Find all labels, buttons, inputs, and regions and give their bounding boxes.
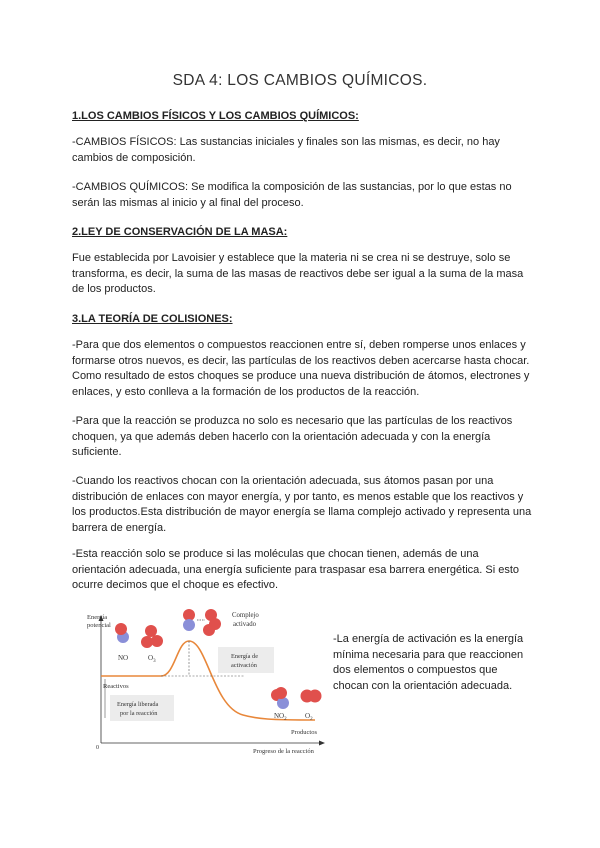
released-energy-label-2: por la reacción [120, 710, 158, 717]
x-axis-arrow [319, 741, 325, 746]
y-axis-label-1: Energía [87, 614, 108, 621]
released-energy-box [110, 695, 174, 721]
o3-molecule [141, 625, 163, 648]
paragraph-collision-2: -Para que la reacción se produzca no solo es necesario que las partículas de los reactivos choquen, ya que además deben hacerlo con la orientación adecuada y con la energía suficiente. [72, 415, 513, 459]
products-label: Productos [291, 729, 317, 736]
o2-molecule [301, 690, 322, 703]
reactants-label: Reactivos [103, 683, 129, 690]
section-heading-2: 2.LEY DE CONSERVACIÓN DE LA MASA: [72, 226, 288, 238]
complex-label-2: activado [233, 621, 257, 628]
no-molecule [115, 623, 129, 643]
activation-energy-box [218, 647, 274, 673]
paragraph-collision-3: -Cuando los reactivos chocan con la orientación adecuada, sus átomos pasan por una distribución de enlaces con mayor energía, y por tanto, es menos estable que los reactivos y los productos.Esta distribución de mayor energía se llama complejo activado y representa una barrera de energía. [72, 475, 532, 534]
section-heading-1: 1.LOS CAMBIOS FÍSICOS Y LOS CAMBIOS QUÍMICOS: [72, 110, 359, 122]
released-energy-label-1: Energía liberada [117, 701, 159, 708]
x-axis-label: Progreso de la reacción [253, 748, 314, 755]
no2-label: $NO_2$ [274, 712, 287, 722]
no2-molecule [271, 687, 289, 709]
section-heading-3: 3.LA TEORÍA DE COLISIONES: [72, 313, 233, 325]
y-axis-label-2: potencial [87, 622, 111, 629]
activated-complex [183, 609, 221, 636]
activation-energy-label-1: Energía de [231, 653, 258, 660]
activation-energy-label-2: activación [231, 662, 257, 669]
paragraph-chemical-changes: -CAMBIOS QUÍMICOS: Se modifica la composición de las sustancias, por lo que estas no serán las mismas al inicio y al final del proceso. [72, 181, 512, 209]
o2-label: $O_2$ [305, 712, 313, 722]
energy-diagram [85, 603, 330, 760]
complex-label-1: Complejo [232, 612, 259, 619]
paragraph-mass-conservation: Fue establecida por Lavoisier y establece que la materia ni se crea ni se destruye, solo se transforma, es decir, la suma de las masas de reactivos debe ser igual a la suma de la masa de los productos. [72, 252, 524, 296]
o3-label: $O_3$ [148, 654, 156, 664]
no-label: NO [118, 654, 129, 662]
paragraph-collision-1: -Para que dos elementos o compuestos reaccionen entre sí, deben romperse unos enlaces y formarse otros nuevos, es decir, las partículas de los reactivos deben acercarse hasta chocar. Como resultado de estos choques se produce una nueva distribución de átomos, electrones y enlaces, y esto conlleva a la formación de los productos de la reacción. [72, 339, 530, 398]
origin-label: 0 [96, 745, 99, 751]
paragraph-collision-4: -Esta reacción solo se produce si las moléculas que chocan tienen, además de una orientación adecuada, una energía suficiente para traspasar esa barrera energética. Si esto ocurre decimos que el choque es efectivo. [72, 548, 520, 592]
activation-energy-note: -La energía de activación es la energía mínima necesaria para que reaccionen dos elementos o compuestos que chocan con la orientación adecuada. [333, 633, 524, 692]
paragraph-physical-changes: -CAMBIOS FÍSICOS: Las sustancias iniciales y finales son las mismas, es decir, no hay cambios de composición. [72, 136, 500, 164]
page-title: SDA 4: LOS CAMBIOS QUÍMICOS. [172, 72, 428, 89]
